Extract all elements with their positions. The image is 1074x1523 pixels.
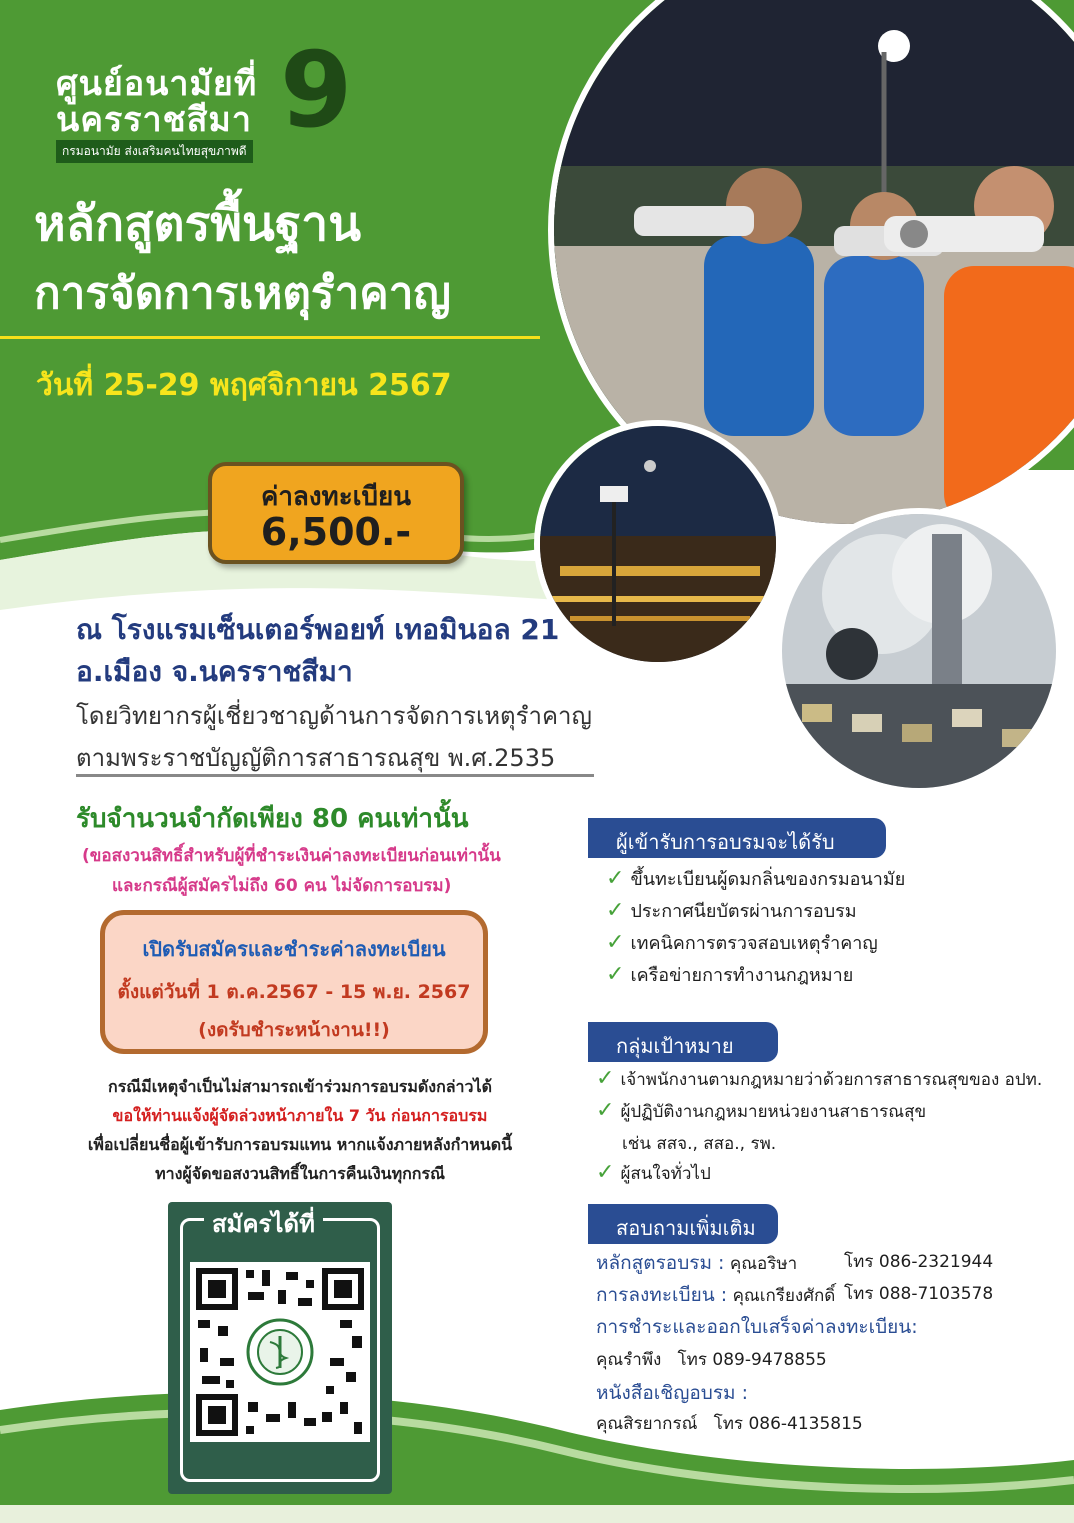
contact-registration-tel: โทร 088-7103578	[844, 1284, 994, 1304]
check-icon: ✓	[596, 1098, 615, 1123]
target-item: ✓ ผู้ปฏิบัติงานกฎหมายหน่วยงานสาธารณสุข	[596, 1098, 927, 1123]
target-heading: กลุ่มเป้าหมาย	[588, 1022, 778, 1062]
benefit-item: ✓ ขึ้นทะเบียนผู้ดมกลิ่นของกรมอนามัย	[606, 866, 906, 891]
logo-line2: นครราชสีมา	[56, 100, 252, 140]
registration-period-box	[100, 910, 488, 1054]
footer-background	[0, 1370, 1074, 1523]
title-line1: หลักสูตรพื้นฐาน	[34, 196, 362, 252]
venue-line1: ณ โรงแรมเซ็นเตอร์พอยท์ เทอมินอล 21	[76, 613, 560, 646]
benefit-item: ✓ เครือข่ายการทำงานกฎหมาย	[606, 962, 854, 987]
logo-tagline: กรมอนามัย ส่งเสริมคนไทยสุขภาพดี	[56, 140, 253, 163]
contact-invite-label: หนังสือเชิญอบรม :	[596, 1382, 749, 1404]
contact-registration: การลงทะเบียน : คุณเกรียงศักดิ์	[596, 1284, 836, 1306]
check-icon: ✓	[596, 1066, 615, 1091]
cancel-line3: เพื่อเปลี่ยนชื่อผู้เข้ารับการอบรมแทน หากแจ้งภายหลังกำหนดนี้	[87, 1135, 513, 1154]
speaker-line2: ตามพระราชบัญญัติการสาธารณสุข พ.ศ.2535	[76, 744, 556, 772]
check-icon: ✓	[606, 962, 625, 987]
fee-label: ค่าลงทะเบียน	[260, 482, 412, 512]
target-item: ✓ เจ้าพนักงานตามกฎหมายว่าด้วยการสาธารณสุขของ อปท.	[596, 1066, 1043, 1091]
venue-line2: อ.เมือง จ.นครราชสีมา	[76, 655, 353, 688]
seat-limit-note1: (ขอสงวนสิทธิ์สำหรับผู้ที่ชำระเงินค่าลงทะเบียนก่อนเท่านั้น	[82, 846, 501, 866]
divider	[76, 774, 594, 777]
contact-course-tel: โทร 086-2321944	[844, 1252, 994, 1272]
check-icon: ✓	[606, 898, 625, 923]
check-icon: ✓	[606, 930, 625, 955]
logo-number: 9	[280, 29, 353, 151]
check-icon: ✓	[596, 1160, 615, 1185]
logo-line1: ศูนย์อนามัยที่	[56, 64, 258, 104]
logo	[52, 29, 353, 158]
photo-air-pollution	[776, 508, 1062, 794]
contact-payment: คุณรำพึง โทร 089-9478855	[596, 1350, 827, 1370]
check-icon: ✓	[606, 866, 625, 891]
photo-city-night	[534, 420, 782, 668]
benefit-item: ✓ ประกาศนียบัตรผ่านการอบรม	[606, 898, 857, 923]
qr-label: สมัครได้ที่	[204, 1204, 323, 1243]
contact-payment-label: การชำระและออกใบเสร็จค่าลงทะเบียน:	[596, 1316, 918, 1338]
benefits-heading: ผู้เข้ารับการอบรมจะได้รับ	[588, 818, 886, 858]
contact-invite: คุณสิรยากรณ์ โทร 086-4135815	[596, 1414, 863, 1434]
contact-heading: สอบถามเพิ่มเติม	[588, 1204, 778, 1244]
registration-note: (งดรับชำระหน้างาน!!)	[198, 1019, 390, 1041]
seat-limit-note2: และกรณีผู้สมัครไม่ถึง 60 คน ไม่จัดการอบรม)	[112, 876, 452, 896]
registration-dates: ตั้งแต่วันที่ 1 ต.ค.2567 - 15 พ.ย. 2567	[117, 981, 471, 1003]
title-divider	[0, 336, 540, 339]
benefit-item: ✓ เทคนิคการตรวจสอบเหตุรำคาญ	[606, 930, 878, 955]
speaker-line1: โดยวิทยากรผู้เชี่ยวชาญด้านการจัดการเหตุรำคาญ	[76, 702, 592, 730]
target-item-continued: เช่น สสจ., สสอ., รพ.	[622, 1134, 777, 1154]
cancel-line1: กรณีมีเหตุจำเป็นไม่สามารถเข้าร่วมการอบรมดังกล่าวได้	[108, 1077, 492, 1096]
registration-title: เปิดรับสมัครและชำระค่าลงทะเบียน	[142, 937, 446, 961]
contact-course: หลักสูตรอบรม : คุณอริษา	[596, 1252, 798, 1274]
cancellation-policy	[40, 1072, 560, 1188]
seat-limit: รับจำนวนจำกัดเพียง 80 คนเท่านั้น	[76, 804, 469, 834]
registration-fee-box	[208, 462, 464, 564]
event-date: วันที่ 25-29 พฤศจิกายน 2567	[36, 368, 452, 403]
qr-card	[168, 1202, 392, 1494]
fee-amount: 6,500.-	[260, 510, 412, 554]
title-line2: การจัดการเหตุรำคาญ	[34, 268, 451, 319]
target-item: ✓ ผู้สนใจทั่วไป	[596, 1160, 711, 1185]
cancel-line4: ทางผู้จัดขอสงวนสิทธิ์ในการคืนเงินทุกกรณี	[155, 1164, 445, 1183]
cancel-line2: ขอให้ท่านแจ้งผู้จัดล่วงหน้าภายใน 7 วัน ก่อนการอบรม	[112, 1106, 488, 1125]
qr-code[interactable]	[190, 1262, 370, 1442]
